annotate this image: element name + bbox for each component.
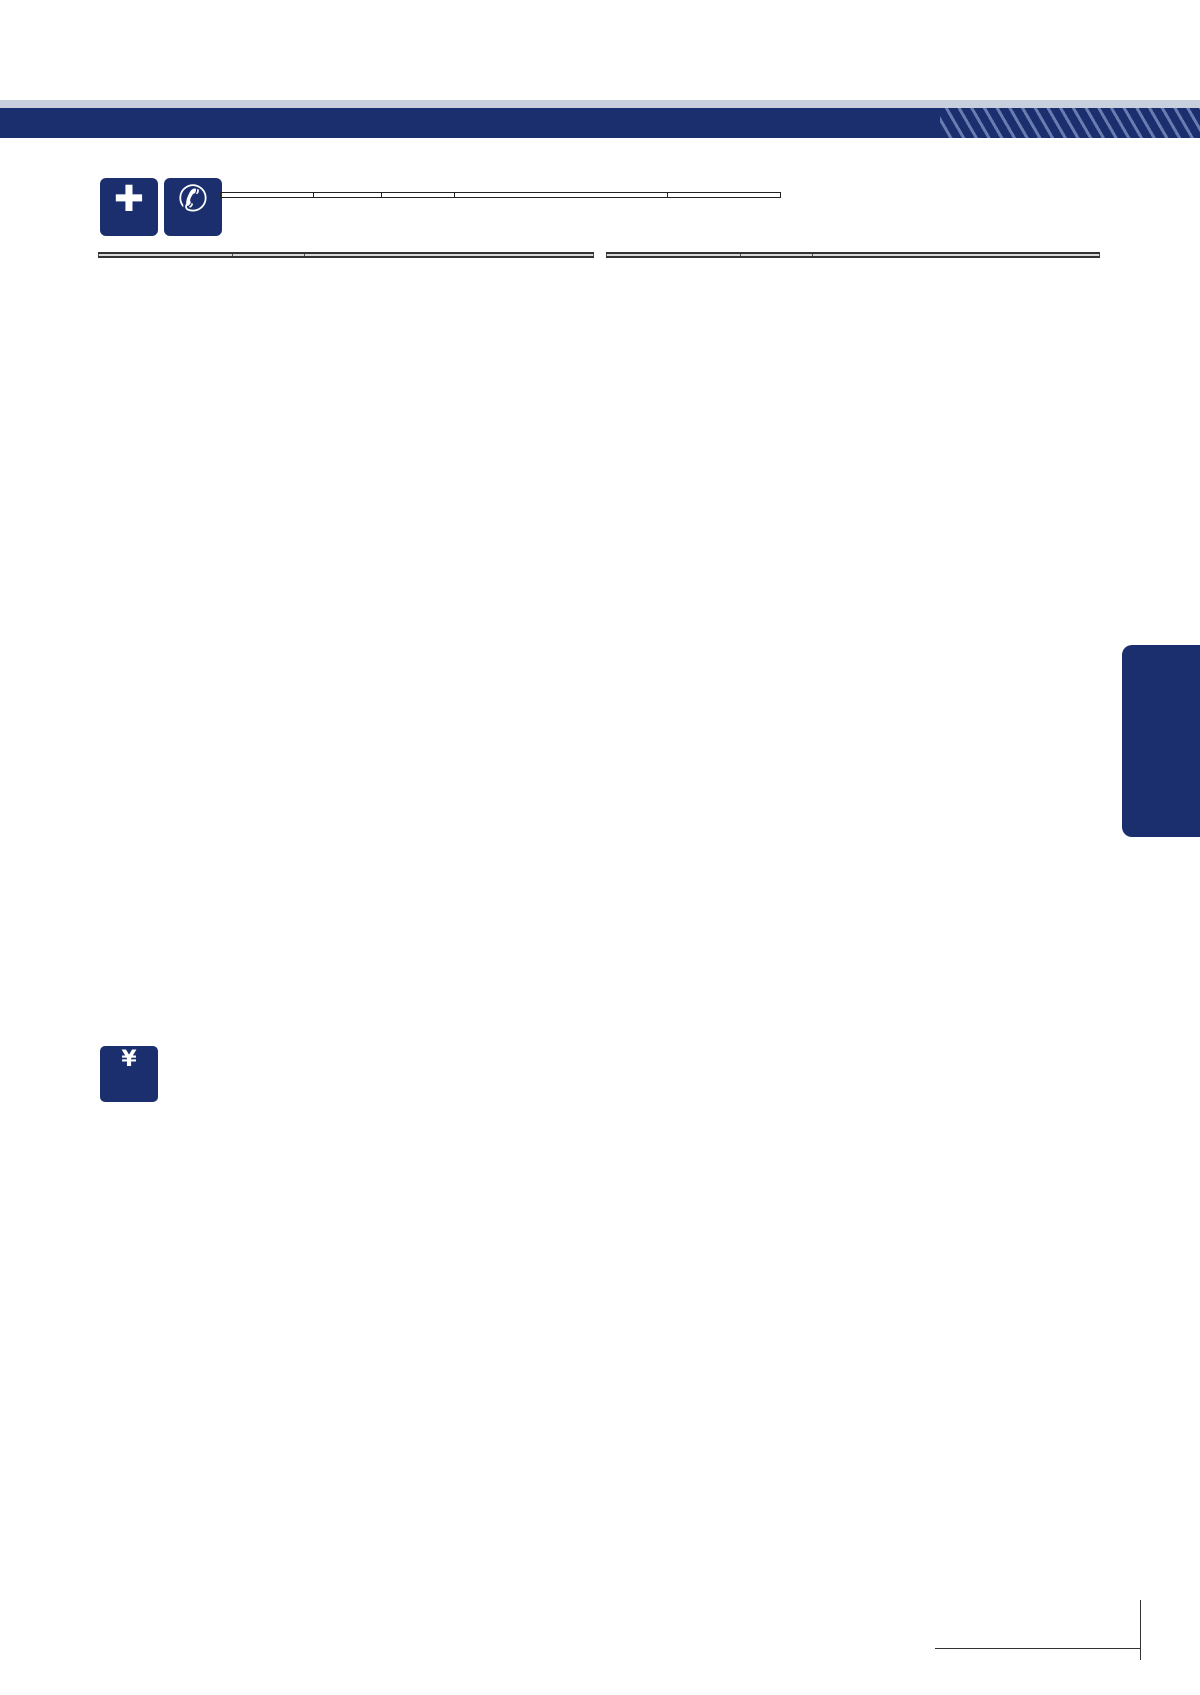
order-code-table <box>220 192 781 202</box>
addition-table-right <box>606 252 1100 258</box>
col-add <box>99 253 233 257</box>
header-stripes <box>940 108 1200 138</box>
addition-icon: ✚ <box>100 178 158 236</box>
footer-rule-h <box>935 1648 1140 1649</box>
code-value <box>221 198 314 203</box>
col-code <box>233 253 305 257</box>
col-desc <box>813 253 1100 257</box>
col-code <box>741 253 813 257</box>
discount-label <box>162 1050 175 1069</box>
col-add <box>607 253 741 257</box>
order-phone-icon: ✆ <box>164 178 222 236</box>
col-desc <box>305 253 594 257</box>
alt-value <box>455 198 668 203</box>
footer-rule-v <box>1140 1600 1141 1660</box>
price-icon: ¥ <box>100 1046 158 1102</box>
header-strip <box>0 100 1200 108</box>
addition-table-left <box>98 252 594 258</box>
category-side-tab <box>1122 645 1200 837</box>
